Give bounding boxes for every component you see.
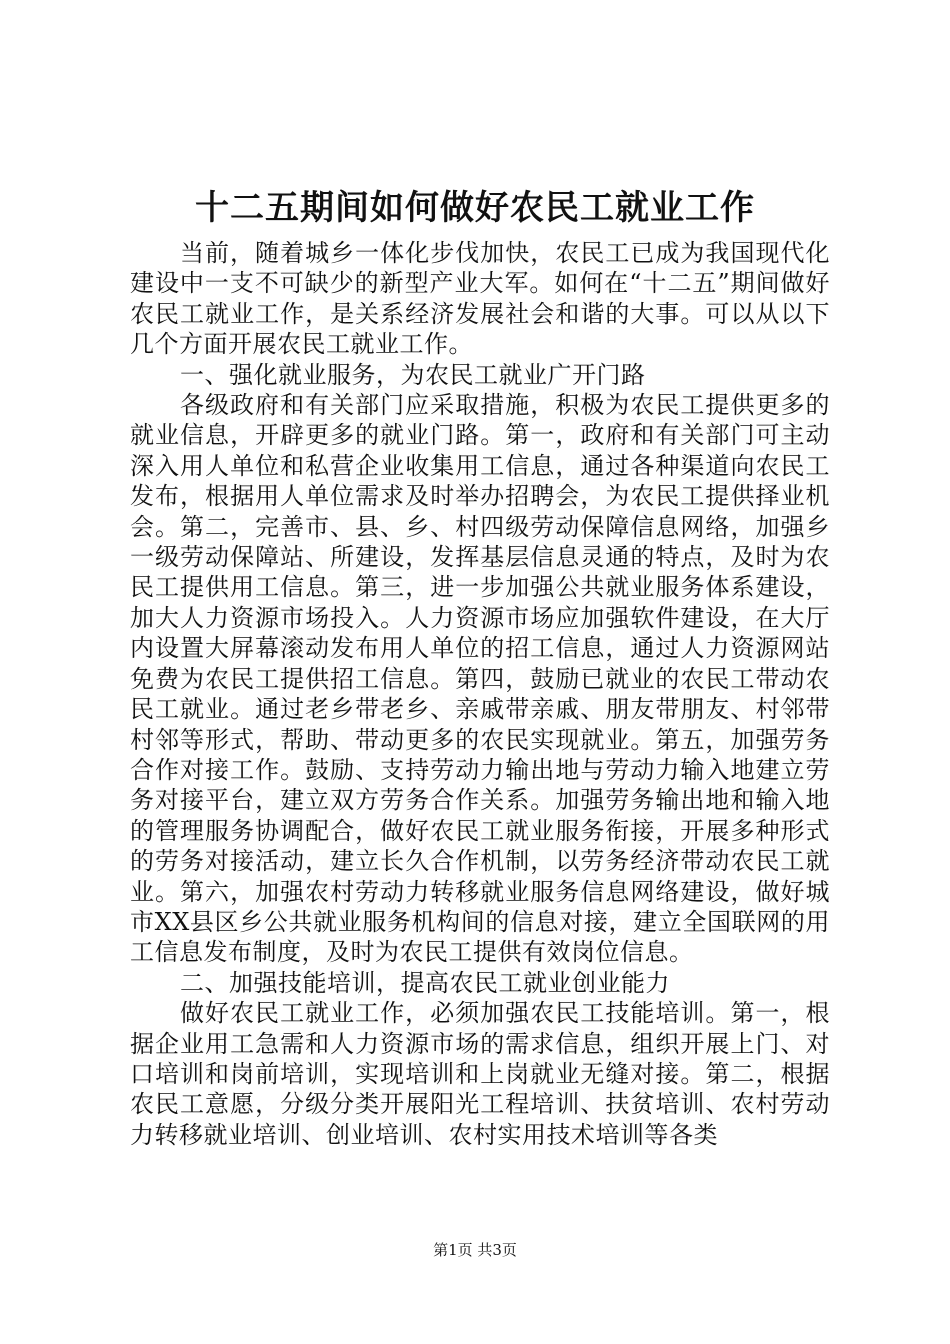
- document-body: [130, 238, 830, 1150]
- section-2-heading: 二、加强技能培训，提高农民工就业创业能力: [180, 968, 670, 997]
- intro-paragraph: 当前，随着城乡一体化步伐加快，农民工已成为我国现代化建设中一支不可缺少的新型产业大军。如何在“十二五”期间做好农民工就业工作，是关系经济发展社会和谐的大事。可以从以下几个方面开展农民工就业工作。: [130, 239, 830, 359]
- section-1-paragraph: 各级政府和有关部门应采取措施，积极为农民工提供更多的就业信息，开辟更多的就业门路。第一，政府和有关部门可主动深入用人单位和私营企业收集用工信息，通过各种渠道向农民工发布，根据用人单位需求及时举办招聘会，为农民工提供择业机会。第二，完善市、县、乡、村四级劳动保障信息网络，加强乡一级劳动保障站、所建设，发挥基层信息灵通的特点，及时为农民工提供用工信息。第三，进一步加强公共就业服务体系建设，加大人力资源市场投入。人力资源市场应加强软件建设，在大厅内设置大屏幕滚动发布用人单位的招工信息，通过人力资源网站免费为农民工提供招工信息。第四，鼓励已就业的农民工带动农民工就业。通过老乡带老乡、亲戚带亲戚、朋友带朋友、村邻带村邻等形式，帮助、带动更多的农民实现就业。第五，加强劳务合作对接工作。鼓励、支持劳动力输出地与劳动力输入地建立劳务对接平台，建立双方劳务合作关系。加强劳务输出地和输入地的管理服务协调配合，做好农民工就业服务衔接，开展多种形式的劳务对接活动，建立长久合作机制，以劳务经济带动农民工就业。第六，加强农村劳动力转移就业服务信息网络建设，做好城市XX县区乡公共就业服务机构间的信息对接，建立全国联网的用工信息发布制度，及时为农民工提供有效岗位信息。: [130, 391, 830, 967]
- document-title: 十二五期间如何做好农民工就业工作: [195, 188, 755, 228]
- section-2-paragraph: 做好农民工就业工作，必须加强农民工技能培训。第一，根据企业用工急需和人力资源市场的需求信息，组织开展上门、对口培训和岗前培训，实现培训和上岗就业无缝对接。第二，根据农民工意愿，分级分类开展阳光工程培训、扶贫培训、农村劳动力转移就业培训、创业培训、农村实用技术培训等各类: [130, 999, 830, 1149]
- section-1-heading: 一、强化就业服务，为农民工就业广开门路: [180, 360, 646, 389]
- page-number-footer: 第1页 共3页: [433, 1241, 517, 1259]
